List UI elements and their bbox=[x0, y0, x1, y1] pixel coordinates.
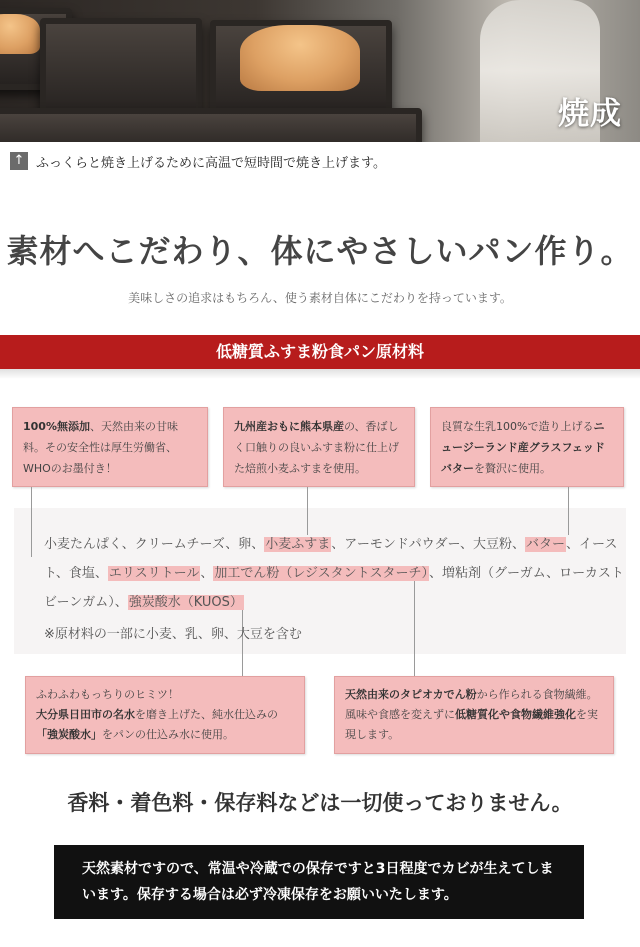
note-tapioca bbox=[334, 676, 614, 754]
connector-line bbox=[307, 487, 308, 535]
storage-notice: 天然素材ですので、常温や冷蔵での保存ですと3日程度でカビが生えてしまいます。保存する場合は必ず冷凍保存をお願いいたします。 bbox=[54, 845, 584, 919]
note-bold: ニュージーランド産グラスフェッドバター bbox=[441, 420, 605, 475]
note-text: をパンの仕込み水に使用。 bbox=[102, 728, 234, 741]
connector-line bbox=[568, 487, 569, 535]
ingredient-highlight: エリスリトール bbox=[108, 566, 200, 581]
bread-loaf bbox=[240, 25, 360, 91]
bread-loaf bbox=[0, 14, 40, 54]
caption-text: ふっくらと焼き上げるために高温で短時間で焼き上げます。 bbox=[36, 155, 386, 171]
no-additives-statement: 香料・着色料・保存料などは一切使っておりません。 bbox=[67, 791, 573, 815]
ingredient-text: 、 bbox=[200, 566, 214, 581]
note-text: 、天然由来の甘味料。その安全性は厚生労働省、WHOのお墨付き！ bbox=[23, 420, 178, 475]
note-text: ふわふわもっちりのヒミツ！ bbox=[36, 688, 179, 701]
page-subtitle: 美味しさの追求はもちろん、使う素材自体にこだわりを持っています。 bbox=[128, 291, 512, 305]
bread-tray bbox=[0, 108, 422, 142]
note-bold: 九州産おもに熊本県産 bbox=[234, 420, 344, 433]
note-text: を磨き上げた、純水仕込みの bbox=[135, 708, 278, 721]
note-bold: 大分県日田市の名水 bbox=[36, 708, 135, 721]
ingredient-highlight: 小麦ふすま bbox=[265, 537, 331, 552]
note-text: から作られる食物繊維。風味や食感を変えずに bbox=[345, 688, 598, 721]
note-text: を贅沢に使用。 bbox=[474, 462, 551, 475]
up-arrow-icon: ↑ bbox=[10, 152, 28, 170]
note-text: を実現します。 bbox=[345, 708, 598, 741]
band-shadow bbox=[0, 369, 640, 379]
note-text: の、香ばしく口触りの良いふすま粉に仕上げた焙煎小麦ふすまを使用。 bbox=[234, 420, 399, 475]
note-bran bbox=[223, 407, 415, 487]
ingredient-highlight: 強炭酸水（KUOS） bbox=[128, 595, 243, 610]
allergen-note: ※原材料の一部に小麦、乳、卵、大豆を含む bbox=[44, 627, 302, 642]
note-carbonated-water bbox=[25, 676, 305, 754]
ingredient-text: 小麦たんぱく、クリームチーズ、卵、 bbox=[44, 537, 265, 552]
note-bold: 「強炭酸水」 bbox=[36, 728, 102, 741]
note-bold: 100%無添加 bbox=[23, 420, 90, 433]
ingredient-highlight: バター bbox=[525, 537, 565, 552]
ingredient-text: 、増粘剤（グーガム、ローカストビーンガム）、 bbox=[44, 566, 624, 610]
bread-tray bbox=[40, 18, 202, 120]
note-butter bbox=[430, 407, 624, 487]
ingredients-list bbox=[44, 530, 624, 617]
ingredient-text: 、アーモンドパウダー、大豆粉、 bbox=[331, 537, 525, 552]
ingredient-text: 、イースト、食塩、 bbox=[44, 537, 618, 581]
hero-label: 焼成 bbox=[558, 96, 622, 132]
note-text: 良質な生乳100%で造り上げる bbox=[441, 420, 594, 433]
page-title: 素材へこだわり、体にやさしいパン作り。 bbox=[6, 232, 634, 270]
connector-line bbox=[31, 487, 32, 557]
photo-caption bbox=[10, 151, 386, 171]
baking-photo bbox=[0, 0, 640, 142]
note-bold: 低糖質化や食物繊維強化 bbox=[455, 708, 576, 721]
note-sweetener bbox=[12, 407, 208, 487]
section-title: 低糖質ふすま粉食パン原材料 bbox=[0, 335, 640, 369]
note-bold: 天然由来のタピオカでん粉 bbox=[345, 688, 477, 701]
ingredient-highlight: 加工でん粉（レジスタントスターチ） bbox=[214, 566, 428, 581]
